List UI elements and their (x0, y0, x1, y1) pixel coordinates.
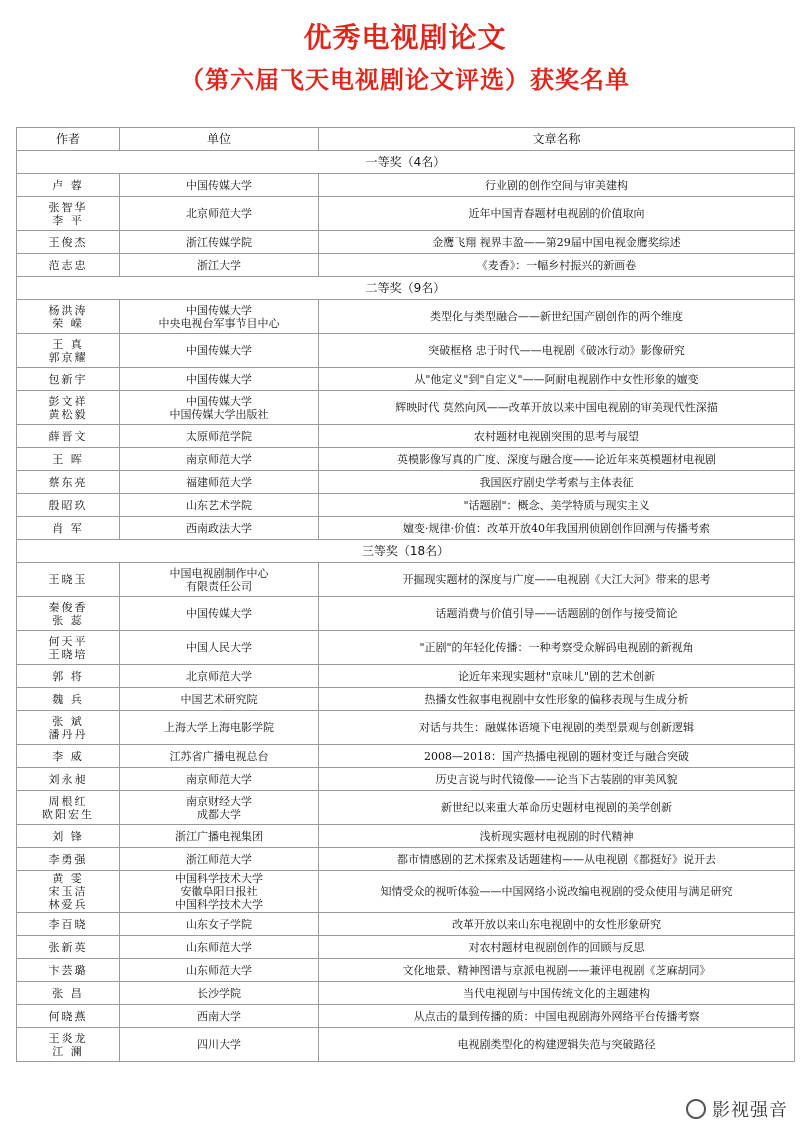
author-name: 薛晋文 (48, 429, 88, 443)
unit-cell (120, 982, 319, 1005)
unit-cell (120, 791, 319, 825)
table-row (17, 425, 795, 448)
article-title: 论近年来现实题材"京味儿"剧的艺术创新 (319, 665, 795, 688)
author-name: 王 真 (52, 337, 84, 351)
article-title: "正剧"的年轻化传播：一种考察受众解码电视剧的新视角 (319, 631, 795, 665)
article-title: 文化地景、精神图谱与京派电视剧——兼评电视剧《芝麻胡同》 (319, 959, 795, 982)
table-row (17, 848, 795, 871)
table-row (17, 913, 795, 936)
author-name: 张智华 (48, 200, 88, 214)
unit-cell (120, 197, 319, 231)
table-row (17, 563, 795, 597)
article-title: 我国医疗剧史学考索与主体表征 (319, 471, 795, 494)
table-row (17, 768, 795, 791)
author-name: 蔡东亮 (48, 475, 88, 489)
author-cell (17, 631, 120, 665)
table-row (17, 391, 795, 425)
table-row (17, 959, 795, 982)
header-unit: 单位 (120, 128, 319, 151)
author-name: 李 威 (52, 749, 84, 763)
author-cell (17, 959, 120, 982)
table-row (17, 471, 795, 494)
author-cell (17, 913, 120, 936)
article-title: 新世纪以来重大革命历史题材电视剧的美学创新 (319, 791, 795, 825)
article-title: 改革开放以来山东电视剧中的女性形象研究 (319, 913, 795, 936)
unit-cell (120, 597, 319, 631)
unit-cell (120, 768, 319, 791)
unit-name: 成都大学 (197, 807, 241, 821)
article-title: 《麦香》：一幅乡村振兴的新画卷 (319, 254, 795, 277)
author-name: 魏 兵 (52, 692, 84, 706)
article-title: 嬗变·规律·价值：改革开放40年我国刑侦剧创作回溯与传播考索 (319, 517, 795, 540)
unit-name: 北京师范大学 (186, 207, 252, 220)
unit-cell (120, 448, 319, 471)
author-name: 张 蕊 (52, 613, 84, 627)
table-row (17, 791, 795, 825)
article-title: 热播女性叙事电视剧中女性形象的偏移表现与生成分析 (319, 688, 795, 711)
table-row (17, 231, 795, 254)
unit-name: 有限责任公司 (186, 579, 252, 593)
author-name: 荣 嵘 (52, 316, 84, 330)
table-row (17, 334, 795, 368)
unit-cell (120, 959, 319, 982)
author-name: 宋玉洁 (48, 885, 88, 898)
unit-name: 山东师范大学 (186, 963, 252, 977)
unit-cell (120, 936, 319, 959)
unit-name: 中国科学技术大学 (175, 898, 263, 911)
table-row (17, 665, 795, 688)
unit-name: 中国传媒大学出版社 (169, 407, 269, 421)
unit-cell (120, 711, 319, 745)
author-name: 郭京耀 (48, 350, 88, 364)
article-title: 农村题材电视剧突围的思考与展望 (319, 425, 795, 448)
author-name: 卞芸璐 (48, 963, 88, 977)
article-title: 近年中国青春题材电视剧的价值取向 (319, 197, 795, 231)
article-title: 突破框格 忠于时代——电视剧《破冰行动》影像研究 (319, 334, 795, 368)
unit-name: 太原师范学院 (186, 429, 252, 443)
table-row (17, 300, 795, 334)
unit-name: 浙江大学 (197, 258, 241, 272)
unit-name: 中国传媒大学 (186, 303, 252, 317)
unit-cell (120, 1005, 319, 1028)
author-name: 李百晓 (48, 917, 88, 931)
unit-name: 中央电视台军事节目中心 (158, 316, 280, 330)
author-name: 刘永昶 (48, 772, 88, 786)
table-row (17, 1005, 795, 1028)
author-cell (17, 448, 120, 471)
unit-name: 中国传媒大学 (186, 344, 252, 357)
unit-name: 北京师范大学 (186, 669, 252, 683)
unit-cell (120, 745, 319, 768)
author-name: 王 晖 (52, 452, 84, 466)
unit-cell (120, 425, 319, 448)
author-cell (17, 517, 120, 540)
unit-name: 中国科学技术大学 (175, 872, 263, 885)
unit-cell (120, 871, 319, 913)
author-cell (17, 688, 120, 711)
author-name: 郭 将 (52, 669, 84, 683)
table-row (17, 174, 795, 197)
author-name: 李勇强 (48, 852, 88, 866)
section-row (17, 540, 795, 563)
author-cell (17, 665, 120, 688)
author-name: 秦俊香 (48, 600, 88, 614)
article-title: 辉映时代 莫然向风——改革开放以来中国电视剧的审美现代性深描 (319, 391, 795, 425)
table-row (17, 711, 795, 745)
author-cell (17, 391, 120, 425)
awards-table (16, 127, 795, 1062)
author-name: 包新宇 (48, 372, 88, 386)
author-name: 王俊杰 (48, 235, 88, 249)
author-name: 林爱兵 (48, 898, 88, 911)
article-title: 英模影像写真的广度、深度与融合度——论近年来英模题材电视剧 (319, 448, 795, 471)
unit-name: 中国传媒大学 (186, 394, 252, 408)
author-cell (17, 597, 120, 631)
table-row (17, 197, 795, 231)
author-name: 卢 蓉 (52, 178, 84, 192)
author-name: 殷昭玖 (48, 498, 88, 512)
unit-name: 长沙学院 (197, 986, 241, 1000)
article-title: 行业剧的创作空间与审美建构 (319, 174, 795, 197)
unit-name: 浙江传媒学院 (186, 235, 252, 249)
author-cell (17, 494, 120, 517)
author-cell (17, 825, 120, 848)
unit-cell (120, 665, 319, 688)
unit-name: 中国人民大学 (186, 641, 252, 654)
author-name: 何天平 (48, 634, 88, 648)
unit-name: 中国传媒大学 (186, 372, 252, 386)
unit-cell (120, 825, 319, 848)
author-name: 王炎龙 (48, 1031, 88, 1045)
author-cell (17, 936, 120, 959)
author-name: 何晓燕 (48, 1009, 88, 1023)
watermark-text: 影视强音 (712, 1100, 788, 1121)
article-title: "话题剧"：概念、美学特质与现实主义 (319, 494, 795, 517)
unit-name: 山东师范大学 (186, 940, 252, 954)
page-title: 优秀电视剧论文 (303, 21, 507, 54)
author-cell (17, 368, 120, 391)
unit-cell (120, 300, 319, 334)
section-label: 三等奖（18名） (17, 540, 795, 563)
author-name: 杨洪涛 (48, 303, 88, 317)
article-title: 类型化与类型融合——新世纪国产剧创作的两个维度 (319, 300, 795, 334)
unit-cell (120, 517, 319, 540)
unit-cell (120, 913, 319, 936)
unit-name: 西南大学 (197, 1009, 241, 1023)
author-name: 周根红 (48, 794, 88, 808)
unit-name: 南京师范大学 (186, 772, 252, 786)
unit-name: 江苏省广播电视总台 (169, 749, 269, 763)
table-row (17, 517, 795, 540)
unit-name: 四川大学 (197, 1038, 241, 1051)
header-article: 文章名称 (319, 128, 795, 151)
author-name: 张新英 (48, 940, 88, 954)
unit-cell (120, 1028, 319, 1062)
table-row (17, 1028, 795, 1062)
article-title: 从"他定义"到"自定义"——阿耐电视剧作中女性形象的嬗变 (319, 368, 795, 391)
table-row (17, 871, 795, 913)
section-row (17, 277, 795, 300)
table-row (17, 631, 795, 665)
article-title: 话题消费与价值引导——话题剧的创作与接受简论 (319, 597, 795, 631)
unit-cell (120, 368, 319, 391)
article-title: 对话与共生：融媒体语境下电视剧的类型景观与创新逻辑 (319, 711, 795, 745)
author-cell (17, 197, 120, 231)
unit-cell (120, 231, 319, 254)
table-row (17, 825, 795, 848)
article-title: 当代电视剧与中国传统文化的主题建构 (319, 982, 795, 1005)
author-cell (17, 1028, 120, 1062)
author-cell (17, 982, 120, 1005)
article-title: 开掘现实题材的深度与广度——电视剧《大江大河》带来的思考 (319, 563, 795, 597)
author-name: 江 澜 (52, 1044, 84, 1058)
author-name: 王晓培 (48, 647, 88, 661)
unit-name: 中国艺术研究院 (180, 692, 258, 706)
author-cell (17, 871, 120, 913)
author-cell (17, 300, 120, 334)
table-row (17, 936, 795, 959)
unit-name: 中国电视剧制作中心 (169, 566, 269, 580)
unit-cell (120, 334, 319, 368)
unit-cell (120, 391, 319, 425)
unit-name: 南京财经大学 (186, 794, 252, 808)
article-title: 都市情感剧的艺术探索及话题建构——从电视剧《都挺好》说开去 (319, 848, 795, 871)
author-name: 范志忠 (48, 258, 88, 272)
author-cell (17, 334, 120, 368)
article-title: 2008—2018：国产热播电视剧的题材变迁与融合突破 (319, 745, 795, 768)
section-label: 二等奖（9名） (17, 277, 795, 300)
table-row (17, 368, 795, 391)
author-cell (17, 563, 120, 597)
author-cell (17, 254, 120, 277)
unit-cell (120, 174, 319, 197)
author-name: 欧阳宏生 (42, 807, 94, 821)
article-title: 电视剧类型化的构建逻辑失范与突破路径 (319, 1028, 795, 1062)
page-subtitle: （第六届飞天电视剧论文评选）获奖名单 (180, 66, 630, 94)
author-name: 彭文祥 (48, 394, 88, 408)
article-title: 历史言说与时代镜像——论当下古装剧的审美风貌 (319, 768, 795, 791)
author-name: 李 平 (52, 213, 84, 227)
unit-name: 浙江师范大学 (186, 852, 252, 866)
unit-cell (120, 471, 319, 494)
table-row (17, 448, 795, 471)
author-cell (17, 768, 120, 791)
section-label: 一等奖（4名） (17, 151, 795, 174)
author-cell (17, 471, 120, 494)
article-title: 金鹰飞翔 视界丰盈——第29届中国电视金鹰奖综述 (319, 231, 795, 254)
article-title: 知情受众的视听体验——中国网络小说改编电视剧的受众使用与满足研究 (319, 871, 795, 913)
author-cell (17, 425, 120, 448)
article-title: 从点击的量到传播的质：中国电视剧海外网络平台传播考察 (319, 1005, 795, 1028)
author-cell (17, 711, 120, 745)
author-name: 黄松毅 (48, 407, 88, 421)
unit-cell (120, 848, 319, 871)
author-name: 张 斌 (52, 714, 84, 728)
unit-cell (120, 254, 319, 277)
unit-name: 中国传媒大学 (186, 178, 252, 192)
unit-name: 中国传媒大学 (186, 607, 252, 620)
table-row (17, 745, 795, 768)
header-authors: 作者 (17, 128, 120, 151)
unit-name: 浙江广播电视集团 (175, 829, 263, 843)
unit-name: 上海大学上海电影学院 (164, 721, 274, 734)
unit-cell (120, 631, 319, 665)
author-cell (17, 745, 120, 768)
unit-cell (120, 688, 319, 711)
unit-name: 西南政法大学 (186, 521, 252, 535)
author-name: 潘丹丹 (48, 727, 88, 741)
author-name: 肖 军 (52, 521, 84, 535)
article-title: 浅析现实题材电视剧的时代精神 (319, 825, 795, 848)
author-name: 张 昌 (52, 986, 84, 1000)
article-title: 对农村题材电视剧创作的回顾与反思 (319, 936, 795, 959)
unit-cell (120, 494, 319, 517)
author-cell (17, 231, 120, 254)
watermark (686, 1096, 788, 1122)
author-name: 刘 锋 (52, 829, 84, 843)
table-row (17, 982, 795, 1005)
awards-body (17, 151, 795, 1062)
author-cell (17, 791, 120, 825)
unit-name: 山东艺术学院 (186, 498, 252, 512)
author-cell (17, 174, 120, 197)
unit-cell (120, 563, 319, 597)
unit-name: 福建师范大学 (186, 475, 252, 489)
author-cell (17, 1005, 120, 1028)
section-row (17, 151, 795, 174)
author-name: 黄 雯 (52, 872, 84, 885)
unit-name: 山东女子学院 (186, 917, 252, 931)
wechat-logo-icon (686, 1099, 706, 1119)
unit-name: 南京师范大学 (186, 452, 252, 466)
table-row (17, 597, 795, 631)
table-row (17, 494, 795, 517)
unit-name: 安徽阜阳日报社 (180, 885, 258, 898)
author-name: 王晓玉 (48, 573, 88, 586)
table-row (17, 254, 795, 277)
author-cell (17, 848, 120, 871)
table-header-row (17, 128, 795, 151)
table-row (17, 688, 795, 711)
